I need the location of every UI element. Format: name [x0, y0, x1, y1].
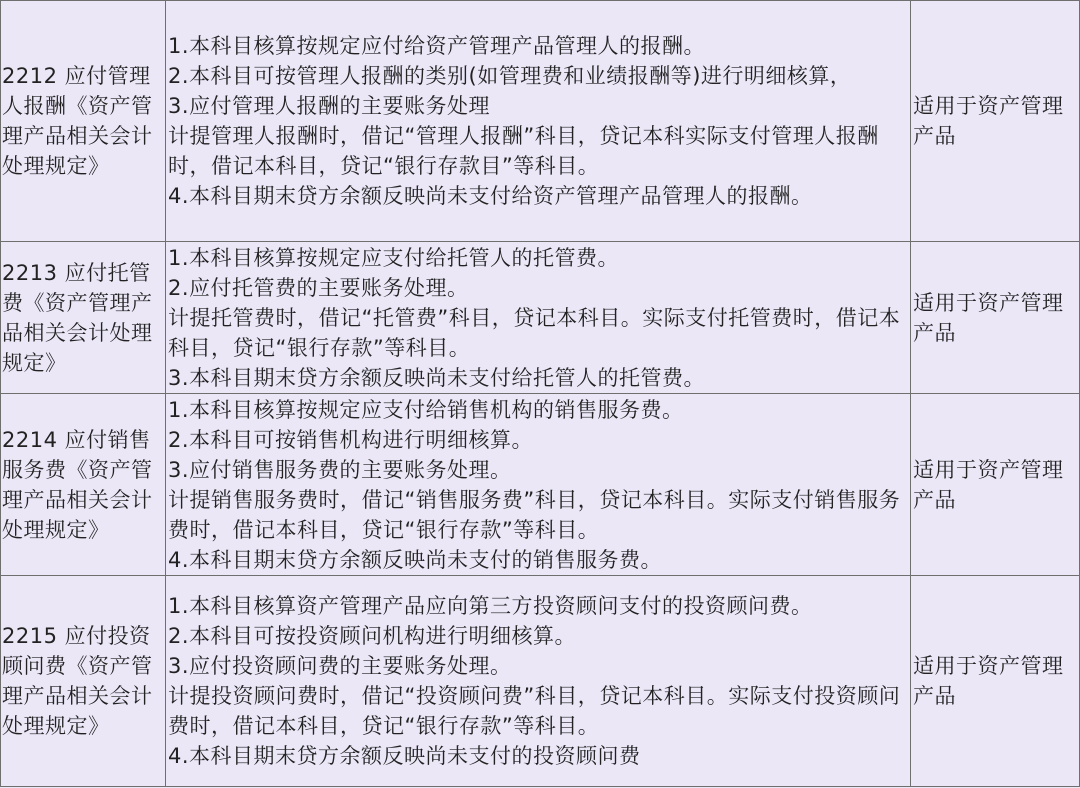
- description-line: 2.本科目可按管理人报酬的类别(如管理费和业绩报酬等)进行明细核算，: [168, 64, 852, 88]
- table-row: [1, 576, 1080, 787]
- description-cell: [166, 242, 911, 394]
- table-row: [1, 1, 1080, 242]
- table-row: [1, 242, 1080, 394]
- description-line: 4.本科目期末贷方余额反映尚未支付的投资顾问费: [168, 744, 641, 768]
- description-line: 1.本科目核算按规定应付给资产管理产品管理人的报酬。: [168, 34, 706, 58]
- description-line: 3.应付销售服务费的主要账务处理。: [168, 457, 512, 482]
- description-line: 1.本科目核算资产管理产品应向第三方投资顾问支付的投资顾问费。: [168, 594, 813, 618]
- description-line: 计提托管费时，借记“托管费”科目，贷记本科目。实际支付托管费时，借记本科目，贷记“银行存款”等科目。: [168, 305, 901, 360]
- description-cell: [166, 576, 911, 787]
- scope-cell: 适用于资产管理产品: [911, 1, 1080, 242]
- account-name-cell: 2213 应付托管费《资产管理产品相关会计处理规定》: [1, 242, 166, 394]
- description-line: 计提管理人报酬时，借记“管理人报酬”科目，贷记本科实际支付管理人报酬时，借记本科目，贷记“银行存款目”等科目。: [168, 124, 879, 178]
- account-name-cell: 2215 应付投资顾问费《资产管理产品相关会计处理规定》: [1, 576, 166, 787]
- description-line: 3.应付管理人报酬的主要账务处理: [168, 94, 491, 118]
- description-line: 4.本科目期末贷方余额反映尚未支付给资产管理产品管理人的报酬。: [168, 184, 813, 208]
- description-line: 1.本科目核算按规定应支付给销售机构的销售服务费。: [168, 397, 684, 422]
- description-line: 计提销售服务费时，借记“销售服务费”科目，贷记本科目。实际支付销售服务费时，借记本科目，贷记“银行存款”等科目。: [168, 487, 901, 542]
- description-line: 计提投资顾问费时，借记“投资顾问费”科目，贷记本科目。实际支付投资顾问费时，借记本科目，贷记“银行存款”等科目。: [168, 684, 901, 738]
- scope-cell: 适用于资产管理产品: [911, 394, 1080, 576]
- description-line: 1.本科目核算按规定应支付给托管人的托管费。: [168, 245, 620, 270]
- table-row: [1, 394, 1080, 576]
- description-line: 2.应付托管费的主要账务处理。: [168, 275, 469, 300]
- description-line: 4.本科目期末贷方余额反映尚未支付的销售服务费。: [168, 547, 663, 572]
- description-line: 2.本科目可按投资顾问机构进行明细核算。: [168, 624, 577, 648]
- scope-cell: 适用于资产管理产品: [911, 242, 1080, 394]
- description-line: 3.应付投资顾问费的主要账务处理。: [168, 654, 512, 678]
- account-name-cell: 2214 应付销售服务费《资产管理产品相关会计处理规定》: [1, 394, 166, 576]
- description-cell: [166, 394, 911, 576]
- description-line: 3.本科目期末贷方余额反映尚未支付给托管人的托管费。: [168, 365, 706, 390]
- account-name-cell: 2212 应付管理人报酬《资产管理产品相关会计处理规定》: [1, 1, 166, 242]
- description-cell: [166, 1, 911, 242]
- description-line: 2.本科目可按销售机构进行明细核算。: [168, 427, 534, 452]
- scope-cell: 适用于资产管理产品: [911, 576, 1080, 787]
